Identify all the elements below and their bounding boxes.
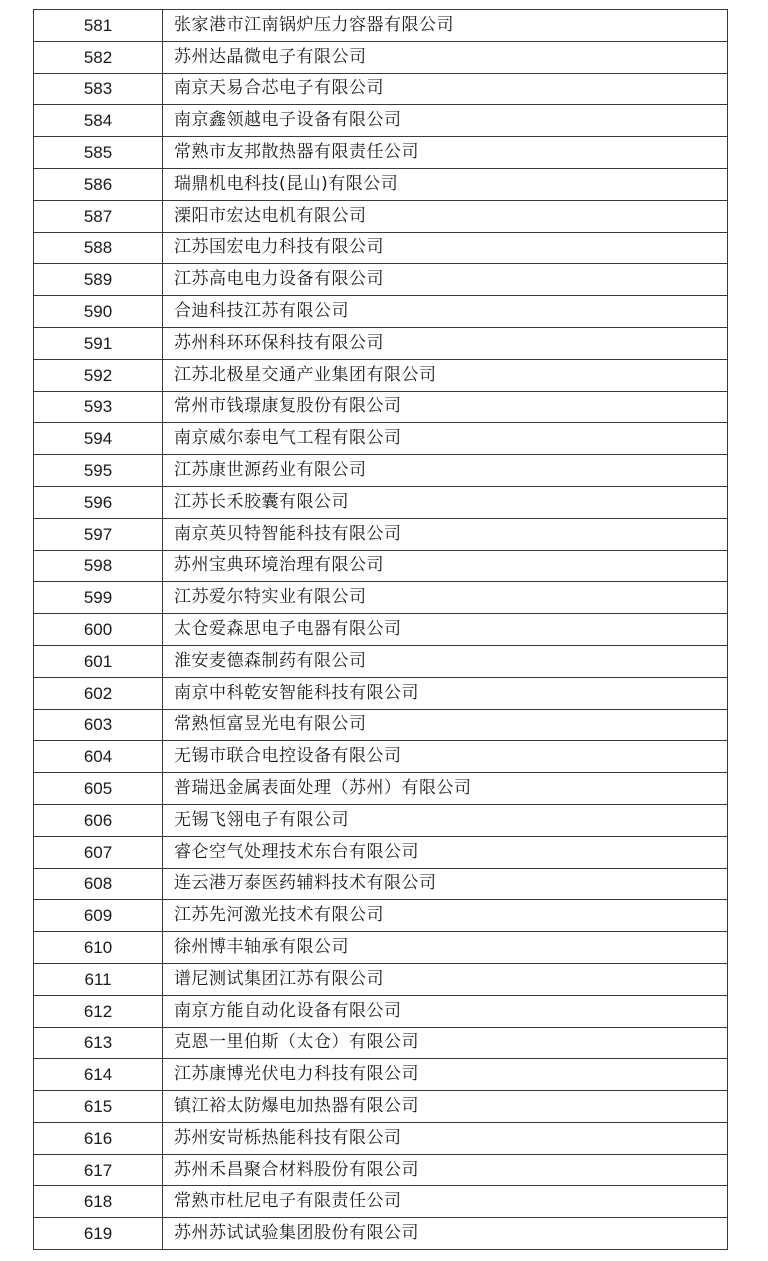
company-name-cell: 江苏爱尔特实业有限公司 <box>163 582 728 614</box>
row-number-cell: 601 <box>34 645 163 677</box>
row-number-cell: 591 <box>34 327 163 359</box>
company-name-cell: 徐州博丰轴承有限公司 <box>163 932 728 964</box>
row-number-cell: 595 <box>34 455 163 487</box>
row-number-cell: 597 <box>34 518 163 550</box>
table-row <box>34 1186 728 1218</box>
row-number-cell: 609 <box>34 900 163 932</box>
table-row <box>34 582 728 614</box>
row-number-cell: 582 <box>34 41 163 73</box>
company-name-cell: 江苏先河激光技术有限公司 <box>163 900 728 932</box>
row-number-cell: 586 <box>34 168 163 200</box>
row-number-cell: 587 <box>34 200 163 232</box>
table-row <box>34 200 728 232</box>
company-name-cell: 南京天易合芯电子有限公司 <box>163 73 728 105</box>
table-row <box>34 773 728 805</box>
row-number-cell: 596 <box>34 486 163 518</box>
company-name-cell: 瑞鼎机电科技(昆山)有限公司 <box>163 168 728 200</box>
table-row <box>34 868 728 900</box>
row-number-cell: 615 <box>34 1091 163 1123</box>
company-name-cell: 南京方能自动化设备有限公司 <box>163 995 728 1027</box>
company-name-cell: 苏州达晶微电子有限公司 <box>163 41 728 73</box>
row-number-cell: 589 <box>34 264 163 296</box>
row-number-cell: 602 <box>34 677 163 709</box>
company-name-cell: 南京中科乾安智能科技有限公司 <box>163 677 728 709</box>
row-number-cell: 584 <box>34 105 163 137</box>
table-row <box>34 550 728 582</box>
company-list-sheet <box>33 9 728 1250</box>
company-name-cell: 苏州安岢栎热能科技有限公司 <box>163 1122 728 1154</box>
company-name-cell: 苏州苏试试验集团股份有限公司 <box>163 1218 728 1250</box>
row-number-cell: 607 <box>34 836 163 868</box>
company-name-cell: 无锡飞翎电子有限公司 <box>163 804 728 836</box>
company-name-cell: 江苏长禾胶囊有限公司 <box>163 486 728 518</box>
company-name-cell: 太仓爱森思电子电器有限公司 <box>163 614 728 646</box>
table-row <box>34 327 728 359</box>
row-number-cell: 608 <box>34 868 163 900</box>
company-name-cell: 合迪科技江苏有限公司 <box>163 296 728 328</box>
table-row <box>34 932 728 964</box>
company-name-cell: 江苏国宏电力科技有限公司 <box>163 232 728 264</box>
company-name-cell: 睿仑空气处理技术东台有限公司 <box>163 836 728 868</box>
company-name-cell: 溧阳市宏达电机有限公司 <box>163 200 728 232</box>
table-row <box>34 1059 728 1091</box>
table-row <box>34 614 728 646</box>
row-number-cell: 588 <box>34 232 163 264</box>
company-table-body <box>34 10 728 1250</box>
table-row <box>34 645 728 677</box>
row-number-cell: 613 <box>34 1027 163 1059</box>
company-name-cell: 无锡市联合电控设备有限公司 <box>163 741 728 773</box>
company-name-cell: 张家港市江南锅炉压力容器有限公司 <box>163 10 728 42</box>
table-row <box>34 518 728 550</box>
table-row <box>34 391 728 423</box>
table-row <box>34 10 728 42</box>
row-number-cell: 605 <box>34 773 163 805</box>
row-number-cell: 590 <box>34 296 163 328</box>
row-number-cell: 581 <box>34 10 163 42</box>
company-name-cell: 南京鑫领越电子设备有限公司 <box>163 105 728 137</box>
table-row <box>34 486 728 518</box>
row-number-cell: 594 <box>34 423 163 455</box>
company-table <box>33 9 728 1250</box>
table-row <box>34 232 728 264</box>
company-name-cell: 苏州宝典环境治理有限公司 <box>163 550 728 582</box>
row-number-cell: 593 <box>34 391 163 423</box>
company-name-cell: 克恩一里伯斯（太仓）有限公司 <box>163 1027 728 1059</box>
row-number-cell: 618 <box>34 1186 163 1218</box>
table-row <box>34 709 728 741</box>
row-number-cell: 603 <box>34 709 163 741</box>
table-row <box>34 296 728 328</box>
company-name-cell: 江苏高电电力设备有限公司 <box>163 264 728 296</box>
table-row <box>34 137 728 169</box>
company-name-cell: 苏州禾昌聚合材料股份有限公司 <box>163 1154 728 1186</box>
table-row <box>34 264 728 296</box>
table-row <box>34 900 728 932</box>
row-number-cell: 616 <box>34 1122 163 1154</box>
table-row <box>34 677 728 709</box>
table-row <box>34 995 728 1027</box>
company-name-cell: 南京威尔泰电气工程有限公司 <box>163 423 728 455</box>
company-name-cell: 连云港万泰医药辅料技术有限公司 <box>163 868 728 900</box>
company-name-cell: 江苏北极星交通产业集团有限公司 <box>163 359 728 391</box>
table-row <box>34 359 728 391</box>
row-number-cell: 606 <box>34 804 163 836</box>
row-number-cell: 585 <box>34 137 163 169</box>
company-name-cell: 苏州科环环保科技有限公司 <box>163 327 728 359</box>
row-number-cell: 611 <box>34 963 163 995</box>
table-row <box>34 41 728 73</box>
table-row <box>34 423 728 455</box>
company-name-cell: 镇江裕太防爆电加热器有限公司 <box>163 1091 728 1123</box>
row-number-cell: 612 <box>34 995 163 1027</box>
company-name-cell: 江苏康世源药业有限公司 <box>163 455 728 487</box>
table-row <box>34 741 728 773</box>
table-row <box>34 804 728 836</box>
company-name-cell: 常熟市杜尼电子有限责任公司 <box>163 1186 728 1218</box>
row-number-cell: 592 <box>34 359 163 391</box>
row-number-cell: 604 <box>34 741 163 773</box>
table-row <box>34 455 728 487</box>
table-row <box>34 168 728 200</box>
table-row <box>34 73 728 105</box>
company-name-cell: 谱尼测试集团江苏有限公司 <box>163 963 728 995</box>
table-row <box>34 1122 728 1154</box>
row-number-cell: 600 <box>34 614 163 646</box>
row-number-cell: 619 <box>34 1218 163 1250</box>
company-name-cell: 普瑞迅金属表面处理（苏州）有限公司 <box>163 773 728 805</box>
company-name-cell: 南京英贝特智能科技有限公司 <box>163 518 728 550</box>
row-number-cell: 617 <box>34 1154 163 1186</box>
row-number-cell: 614 <box>34 1059 163 1091</box>
row-number-cell: 610 <box>34 932 163 964</box>
company-name-cell: 常熟市友邦散热器有限责任公司 <box>163 137 728 169</box>
company-name-cell: 常熟恒富昱光电有限公司 <box>163 709 728 741</box>
company-name-cell: 淮安麦德森制药有限公司 <box>163 645 728 677</box>
company-name-cell: 江苏康博光伏电力科技有限公司 <box>163 1059 728 1091</box>
company-name-cell: 常州市钱璟康复股份有限公司 <box>163 391 728 423</box>
table-row <box>34 1218 728 1250</box>
table-row <box>34 836 728 868</box>
table-row <box>34 963 728 995</box>
row-number-cell: 598 <box>34 550 163 582</box>
table-row <box>34 1027 728 1059</box>
row-number-cell: 599 <box>34 582 163 614</box>
table-row <box>34 1154 728 1186</box>
row-number-cell: 583 <box>34 73 163 105</box>
table-row <box>34 1091 728 1123</box>
table-row <box>34 105 728 137</box>
